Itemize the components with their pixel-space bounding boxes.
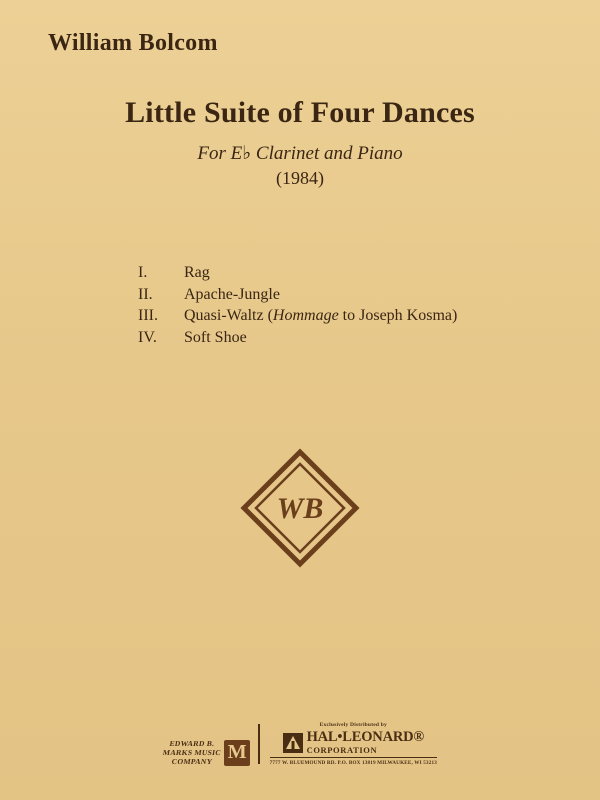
- hal-leonard-mark-icon: [283, 733, 303, 753]
- movement-numeral: II.: [138, 285, 153, 303]
- flat-symbol-icon: ♭: [242, 143, 252, 164]
- list-item: [138, 262, 457, 284]
- movement-title: Rag: [184, 264, 210, 281]
- composer-name: William Bolcom: [48, 30, 218, 56]
- publisher-footer: [0, 722, 600, 766]
- movement-list: [138, 262, 457, 348]
- distributed-by-label: Exclusively Distributed by: [319, 722, 387, 728]
- publisher-address: 7777 W. BLUEMOUND RD. P.O. BOX 13819 MILWAUKEE, WI 53213: [270, 757, 437, 766]
- diamond-monogram-icon: [240, 448, 360, 568]
- movement-title: Quasi-Waltz (Hommage to Joseph Kosma): [184, 307, 458, 324]
- instrumentation-subtitle: [0, 142, 600, 165]
- movement-title: Soft Shoe: [184, 328, 247, 346]
- movement-numeral: IV.: [138, 328, 157, 346]
- movement-numeral: III.: [138, 307, 158, 324]
- marks-line-3: COMPANY: [170, 757, 214, 766]
- subtitle-suffix: Clarinet and Piano: [251, 143, 403, 164]
- list-item: [138, 327, 457, 349]
- marks-initial-icon: M: [224, 740, 250, 766]
- marks-line-1: EDWARD B.: [168, 739, 216, 748]
- movement-numeral: I.: [138, 264, 148, 281]
- hal-leonard-corporation: CORPORATION: [306, 745, 378, 755]
- page-title: Little Suite of Four Dances: [125, 96, 475, 129]
- publisher-monogram-logo: [0, 448, 600, 568]
- list-item: [138, 284, 457, 306]
- hal-leonard-name: HAL•LEONARD®: [306, 729, 425, 745]
- composition-year: (1984): [276, 168, 324, 188]
- subtitle-prefix: For E: [197, 143, 243, 164]
- movement-title: Apache-Jungle: [184, 285, 280, 303]
- svg-text:WB: WB: [276, 492, 324, 525]
- hal-leonard-logo: [270, 722, 437, 766]
- footer-divider: [258, 724, 260, 764]
- edward-b-marks-logo: [163, 739, 258, 766]
- marks-line-2: MARKS MUSIC: [162, 748, 222, 757]
- list-item: [138, 305, 457, 327]
